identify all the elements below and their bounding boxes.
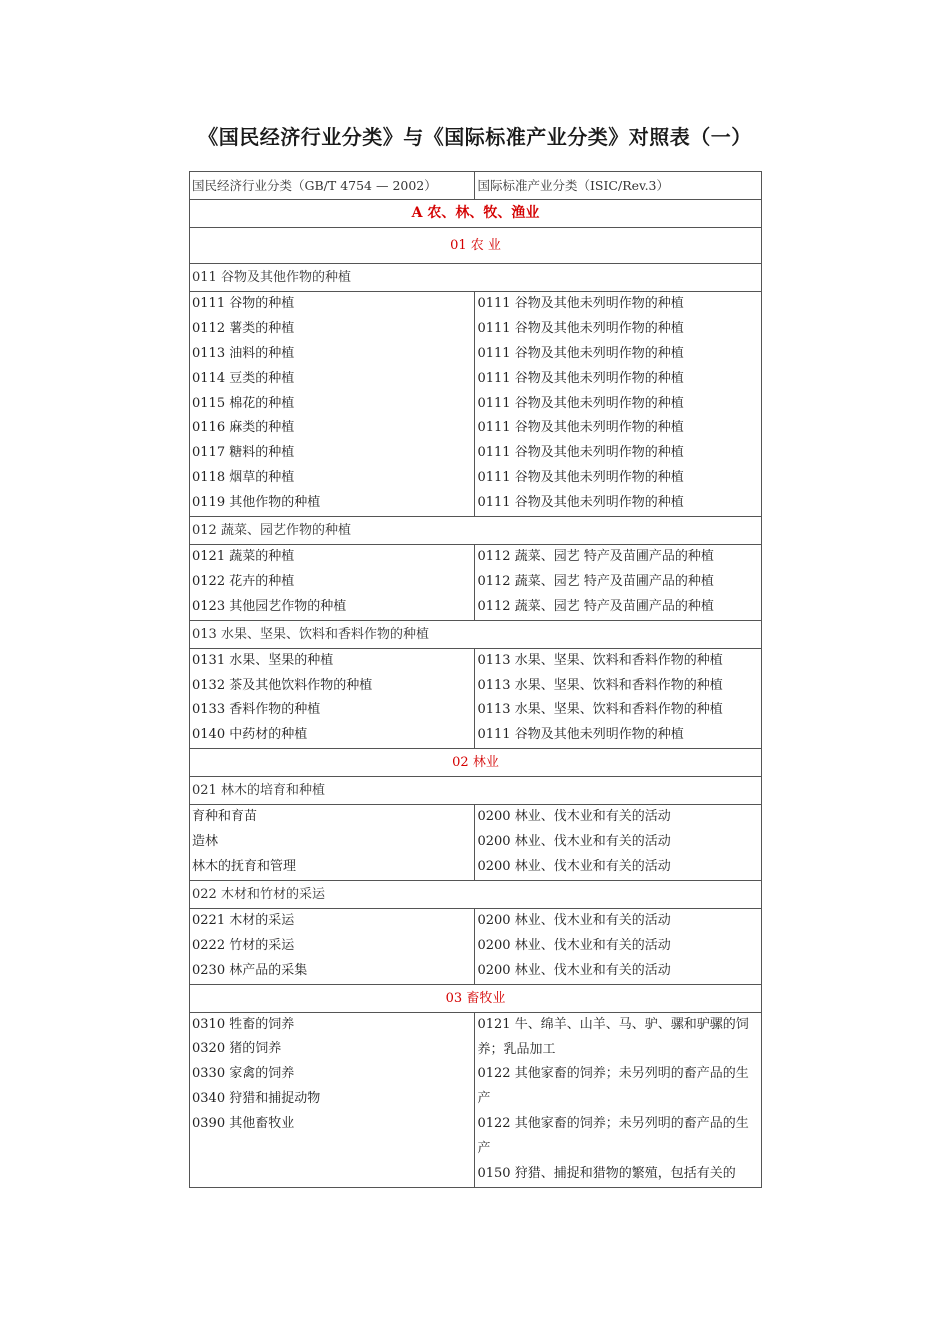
list-item: 0113 水果、坚果、饮料和香料作物的种植: [477, 677, 723, 693]
class-rows-013: [190, 648, 762, 749]
class-list-right: [475, 805, 762, 881]
list-item: 0111 谷物及其他未列明作物的种植: [477, 345, 684, 361]
class-list-right: [475, 1012, 762, 1187]
division-title-01: 01 农 业: [190, 228, 762, 264]
class-rows-011: [190, 292, 762, 517]
header-left: 国民经济行业分类（GB/T 4754 — 2002）: [190, 172, 475, 200]
list-item: 0330 家禽的饲养: [192, 1066, 295, 1082]
list-item: 0111 谷物及其他未列明作物的种植: [477, 320, 684, 336]
division-row-03: [190, 984, 762, 1012]
class-rows-021: [190, 805, 762, 881]
list-item: 0119 其他作物的种植: [192, 495, 321, 511]
list-item: 0150 狩猎、捕捉和猎物的繁殖，包括有关的: [477, 1166, 736, 1182]
class-rows-03: [190, 1012, 762, 1187]
list-item: 0111 谷物及其他未列明作物的种植: [477, 370, 684, 386]
division-row-02: [190, 749, 762, 777]
group-title-021: 021 林木的培育和种植: [190, 777, 762, 805]
group-row-011: [190, 264, 762, 292]
list-item: 0111 谷物及其他未列明作物的种植: [477, 445, 684, 461]
list-item: 0123 其他园艺作物的种植: [192, 598, 347, 614]
group-title-011: 011 谷物及其他作物的种植: [190, 264, 762, 292]
table-header-row: [190, 172, 762, 200]
list-item: 0118 烟草的种植: [192, 470, 295, 486]
list-item: 0133 香料作物的种植: [192, 702, 321, 718]
class-list-right: [475, 908, 762, 984]
group-row-012: [190, 517, 762, 545]
list-item: 0222 竹材的采运: [192, 937, 295, 953]
list-item: 0320 猪的饲养: [192, 1041, 282, 1057]
division-row-01: [190, 228, 762, 264]
class-list-left: [190, 908, 475, 984]
list-item: 0117 糖料的种植: [192, 445, 295, 461]
list-item: 0111 谷物及其他未列明作物的种植: [477, 495, 684, 511]
list-item: 0113 水果、坚果、饮料和香料作物的种植: [477, 652, 723, 668]
list-item: 0140 中药材的种植: [192, 727, 308, 743]
list-item: 0122 其他家畜的饲养；未另列明的畜产品的生产: [477, 1116, 749, 1157]
list-item: 0112 薯类的种植: [192, 320, 295, 336]
header-right: 国际标准产业分类（ISIC/Rev.3）: [475, 172, 762, 200]
group-title-013: 013 水果、坚果、饮料和香料作物的种植: [190, 620, 762, 648]
class-list-right: [475, 648, 762, 749]
class-list-left: [190, 648, 475, 749]
list-item: 0132 茶及其他饮料作物的种植: [192, 677, 373, 693]
list-item: 0122 花卉的种植: [192, 573, 295, 589]
list-item: 0200 林业、伐木业和有关的活动: [477, 962, 671, 978]
list-item: 造林: [192, 834, 219, 850]
class-list-left: [190, 545, 475, 621]
list-item: 0116 麻类的种植: [192, 420, 295, 436]
group-title-022: 022 木材和竹材的采运: [190, 880, 762, 908]
list-item: 0200 林业、伐木业和有关的活动: [477, 859, 671, 875]
group-row-022: [190, 880, 762, 908]
list-item: 育种和育苗: [192, 809, 258, 825]
list-item: 0114 豆类的种植: [192, 370, 295, 386]
list-item: 0113 油料的种植: [192, 345, 295, 361]
group-row-021: [190, 777, 762, 805]
list-item: 0113 水果、坚果、饮料和香料作物的种植: [477, 702, 723, 718]
list-item: 0111 谷物及其他未列明作物的种植: [477, 470, 684, 486]
list-item: 0111 谷物及其他未列明作物的种植: [477, 296, 684, 311]
list-item: 0115 棉花的种植: [192, 395, 295, 411]
group-title-012: 012 蔬菜、园艺作物的种植: [190, 517, 762, 545]
group-row-013: [190, 620, 762, 648]
section-row: [190, 200, 762, 228]
class-list-right: [475, 292, 762, 517]
comparison-table: [189, 171, 762, 1188]
class-list-left: [190, 1012, 475, 1187]
section-title: A 农、林、牧、渔业: [190, 200, 762, 228]
list-item: 0221 木材的采运: [192, 912, 295, 928]
list-item: 0230 林产品的采集: [192, 962, 308, 978]
class-list-left: [190, 292, 475, 517]
list-item: 0340 狩猎和捕捉动物: [192, 1091, 321, 1107]
class-list-left: [190, 805, 475, 881]
list-item: 0111 谷物的种植: [192, 296, 295, 311]
list-item: 0390 其他畜牧业: [192, 1116, 295, 1132]
list-item: 0200 林业、伐木业和有关的活动: [477, 912, 671, 928]
class-rows-012: [190, 545, 762, 621]
list-item: 0111 谷物及其他未列明作物的种植: [477, 395, 684, 411]
list-item: 0200 林业、伐木业和有关的活动: [477, 834, 671, 850]
list-item: 0200 林业、伐木业和有关的活动: [477, 937, 671, 953]
page-title: 《国民经济行业分类》与《国际标准产业分类》对照表（一）: [198, 125, 752, 149]
list-item: 0111 谷物及其他未列明作物的种植: [477, 727, 684, 743]
class-list-right: [475, 545, 762, 621]
list-item: 0200 林业、伐木业和有关的活动: [477, 809, 671, 825]
list-item: 0112 蔬菜、园艺 特产及苗圃产品的种植: [477, 573, 714, 589]
division-title-02: 02 林业: [190, 749, 762, 777]
class-rows-022: [190, 908, 762, 984]
list-item: 林木的抚育和管理: [192, 859, 297, 875]
list-item: 0112 蔬菜、园艺 特产及苗圃产品的种植: [477, 598, 714, 614]
list-item: 0112 蔬菜、园艺 特产及苗圃产品的种植: [477, 549, 714, 565]
list-item: 0131 水果、坚果的种植: [192, 652, 334, 668]
list-item: 0111 谷物及其他未列明作物的种植: [477, 420, 684, 436]
list-item: 0121 牛、绵羊、山羊、马、驴、骡和驴骡的饲养；乳品加工: [477, 1016, 749, 1057]
division-title-03: 03 畜牧业: [190, 984, 762, 1012]
list-item: 0121 蔬菜的种植: [192, 549, 295, 565]
list-item: 0310 牲畜的饲养: [192, 1016, 295, 1032]
list-item: 0122 其他家畜的饲养；未另列明的畜产品的生产: [477, 1066, 749, 1107]
